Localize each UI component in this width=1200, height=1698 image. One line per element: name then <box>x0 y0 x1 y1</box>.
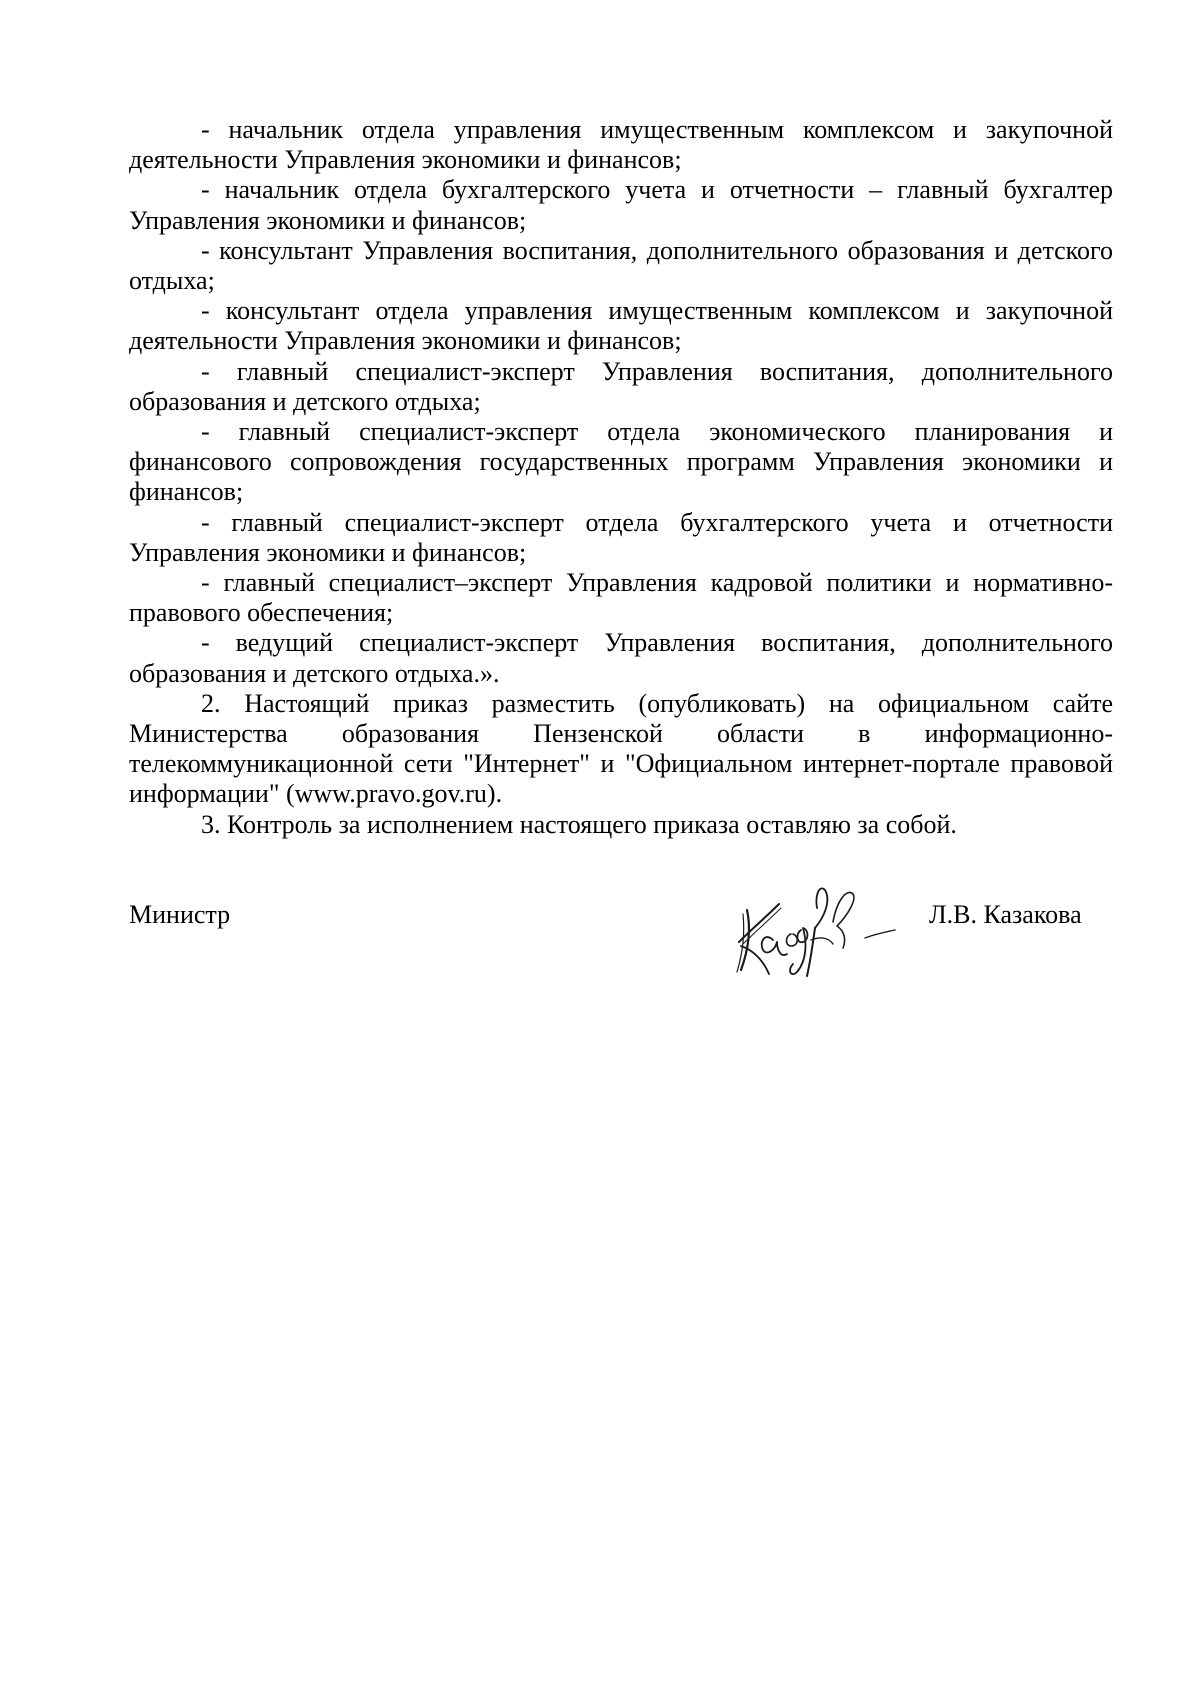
list-item: - главный специалист-эксперт отдела экономического планирования и финансового сопровождения государственных программ Управления экономики и финансов; <box>129 417 1113 507</box>
list-item: - ведущий специалист-эксперт Управления воспитания, дополнительного образования и детского отдыха.». <box>129 628 1113 688</box>
handwritten-signature <box>729 880 899 980</box>
publication-clause: 2. Настоящий приказ разместить (опубликовать) на официальном сайте Министерства образования Пензенской области в информационно-телекоммуникационной сети "Интернет" и "Официальном интернет-портале правовой информации" (www.pravo.gov.ru). <box>129 688 1113 809</box>
list-item: - начальник отдела бухгалтерского учета и отчетности – главный бухгалтер Управления экономики и финансов; <box>129 175 1113 235</box>
signer-name: Л.В. Казакова <box>929 900 1082 929</box>
document-body <box>129 115 1113 840</box>
list-item: - главный специалист–эксперт Управления кадровой политики и нормативно-правового обеспечения; <box>129 568 1113 628</box>
list-item: - консультант отдела управления имущественным комплексом и закупочной деятельности Управления экономики и финансов; <box>129 296 1113 356</box>
list-item: - главный специалист-эксперт отдела бухгалтерского учета и отчетности Управления экономики и финансов; <box>129 507 1113 567</box>
list-item: - консультант Управления воспитания, дополнительного образования и детского отдыха; <box>129 235 1113 296</box>
list-item: - начальник отдела управления имущественным комплексом и закупочной деятельности Управления экономики и финансов; <box>129 115 1113 175</box>
signature-block <box>129 880 1119 990</box>
signer-position: Министр <box>129 900 231 929</box>
list-item: - главный специалист-эксперт Управления воспитания, дополнительного образования и детского отдыха; <box>129 356 1113 416</box>
control-clause: 3. Контроль за исполнением настоящего приказа оставляю за собой. <box>201 809 957 839</box>
